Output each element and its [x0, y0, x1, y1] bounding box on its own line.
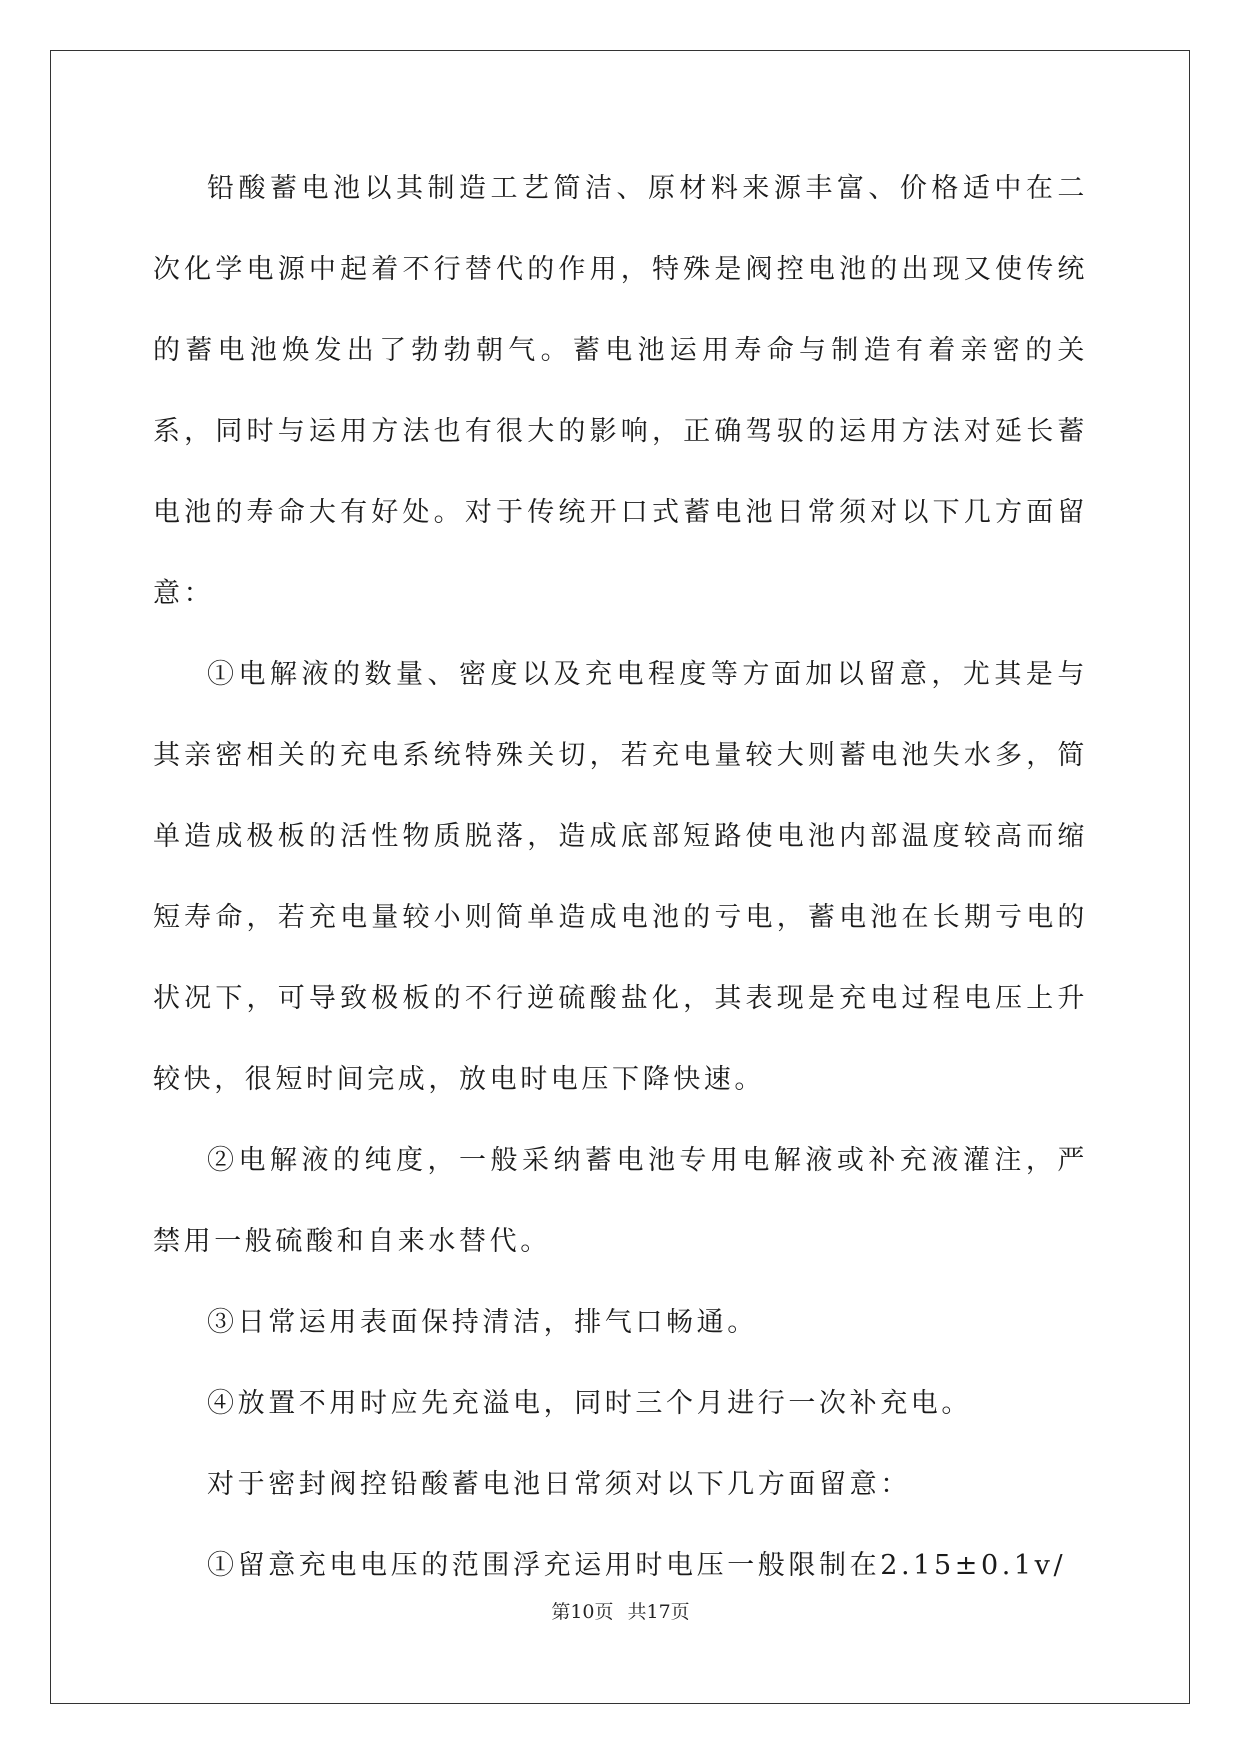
paragraph-item-2: ②电解液的纯度，一般采纳蓄电池专用电解液或补充液灌注，严禁用一般硫酸和自来水替代。: [153, 1145, 1088, 1257]
document-body: [153, 148, 1088, 1606]
page-total: 共17页: [627, 1601, 690, 1623]
paragraph-intro: 铅酸蓄电池以其制造工艺简洁、原材料来源丰富、价格适中在二次化学电源中起着不行替代的作用，特殊是阀控电池的出现又使传统的蓄电池焕发出了勃勃朝气。蓄电池运用寿命与制造有着亲密的关系，同时与运用方法也有很大的影响，正确驾驭的运用方法对延长蓄电池的寿命大有好处。对于传统开口式蓄电池日常须对以下几方面留意：: [153, 173, 1088, 609]
paragraph-sealed-intro: 对于密封阀控铅酸蓄电池日常须对以下几方面留意：: [207, 1469, 911, 1500]
paragraph-item-4: ④放置不用时应先充溢电，同时三个月进行一次补充电。: [207, 1388, 972, 1419]
paragraph-sealed-item-1: ①留意充电电压的范围浮充运用时电压一般限制在2.15±0.1v/: [207, 1550, 1067, 1581]
page-number: 第10页: [551, 1601, 614, 1623]
page-footer: [0, 1597, 1241, 1624]
paragraph-item-1: ①电解液的数量、密度以及充电程度等方面加以留意，尤其是与其亲密相关的充电系统特殊关切，若充电量较大则蓄电池失水多，简单造成极板的活性物质脱落，造成底部短路使电池内部温度较高而缩短寿命，若充电量较小则简单造成电池的亏电，蓄电池在长期亏电的状况下，可导致极板的不行逆硫酸盐化，其表现是充电过程电压上升较快，很短时间完成，放电时电压下降快速。: [153, 659, 1088, 1095]
paragraph-item-3: ③日常运用表面保持清洁，排气口畅通。: [207, 1307, 758, 1338]
